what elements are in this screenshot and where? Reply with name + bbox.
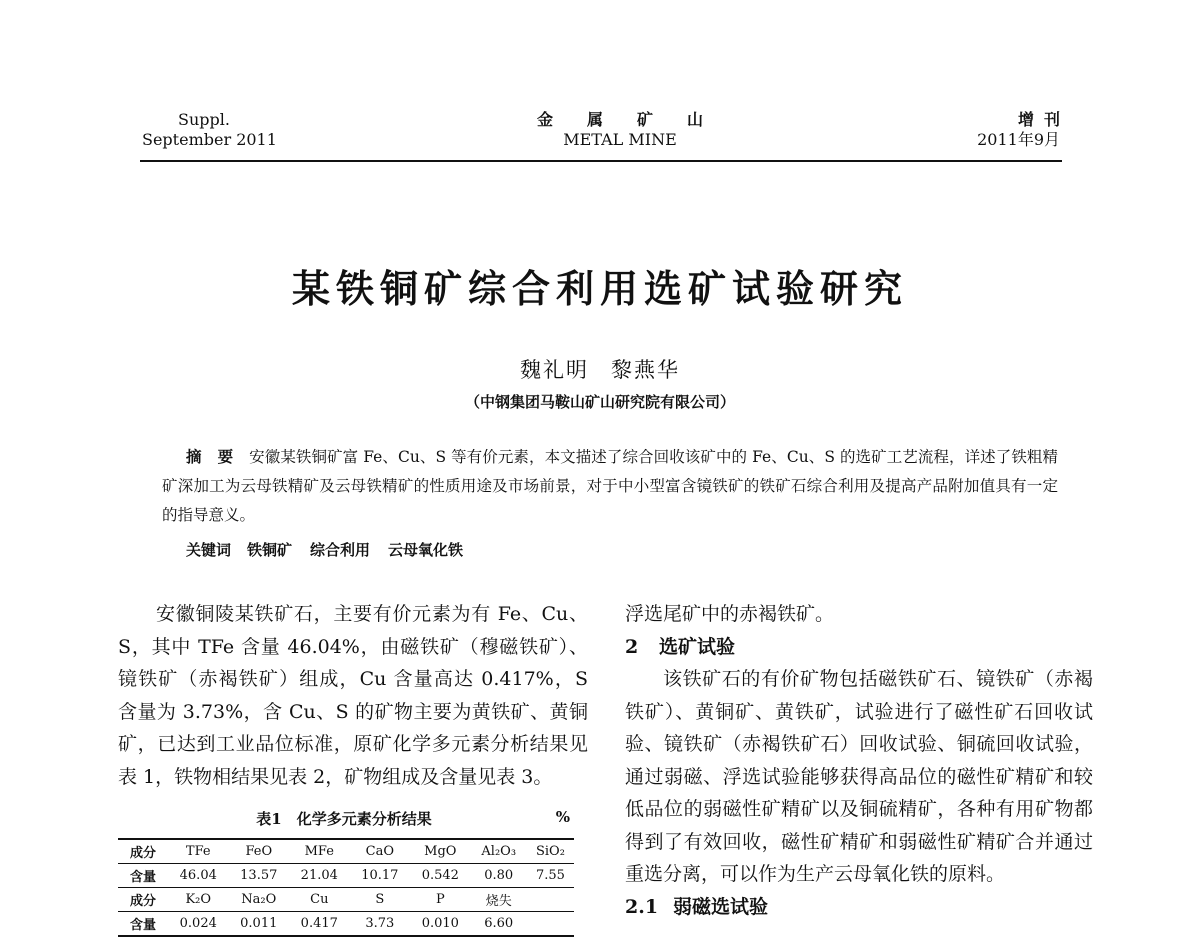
table-cell: 烧失 <box>471 888 527 912</box>
journal-issue-date-cn: 2011年9月 <box>977 130 1060 149</box>
keywords-label: 关键词 <box>186 541 232 559</box>
table-cell: 0.024 <box>168 912 229 937</box>
table-row <box>118 839 574 864</box>
table-cell: MFe <box>289 839 350 864</box>
table-cell: 21.04 <box>289 864 350 888</box>
keyword: 云母氧化铁 <box>388 541 464 559</box>
table-cell: 0.417 <box>289 912 350 937</box>
table-cell: CaO <box>350 839 411 864</box>
header-left <box>142 110 342 150</box>
table1-unit: % <box>555 808 570 826</box>
subsection-heading <box>625 891 1093 924</box>
author: 黎燕华 <box>611 358 680 382</box>
table-cell: 3.73 <box>350 912 411 937</box>
journal-issue-date-en: September 2011 <box>142 130 277 149</box>
journal-name-cn: 金属矿山 <box>536 110 737 129</box>
table-cell: 7.55 <box>527 864 574 888</box>
table-cell: MgO <box>410 839 471 864</box>
table-cell: TFe <box>168 839 229 864</box>
table-cell: P <box>410 888 471 912</box>
section-title: 选矿试验 <box>659 635 736 658</box>
subsection-number: 2.1 <box>625 895 659 918</box>
table-cell: FeO <box>229 839 290 864</box>
keywords <box>186 539 481 560</box>
right-column <box>625 598 1093 923</box>
abstract <box>162 442 1058 530</box>
paper-title: 某铁铜矿综合利用选矿试验研究 <box>291 266 908 311</box>
abstract-label: 摘要 <box>186 447 250 466</box>
table1-caption <box>118 808 570 829</box>
header-rule <box>140 160 1062 162</box>
table-cell: Cu <box>289 888 350 912</box>
table1-title: 表1 化学多元素分析结果 <box>256 810 432 828</box>
table-cell: Na₂O <box>229 888 290 912</box>
table-cell: 含量 <box>118 864 168 888</box>
table-cell: 46.04 <box>168 864 229 888</box>
table-cell: 0.011 <box>229 912 290 937</box>
keyword: 综合利用 <box>310 541 371 559</box>
section-number: 2 <box>625 635 639 658</box>
keyword: 铁铜矿 <box>247 541 293 559</box>
table-cell <box>527 912 574 937</box>
continued-text: 浮选尾矿中的赤褐铁矿。 <box>625 603 835 625</box>
table-cell: SiO₂ <box>527 839 574 864</box>
table-cell: 成分 <box>118 888 168 912</box>
table-cell: 10.17 <box>350 864 411 888</box>
header-center <box>470 110 770 150</box>
abstract-text: 安徽某铁铜矿富 Fe、Cu、S 等有价元素，本文描述了综合回收该矿中的 Fe、Cu、S 的选矿工艺流程，详述了铁粗精矿深加工为云母铁精矿及云母铁精矿的性质用途及市场前景，对于中小型富含镜铁矿的铁矿石综合利用及提高产品附加值具有一定的指导意义。 <box>162 448 1058 524</box>
left-column <box>118 598 588 793</box>
table-cell: 0.010 <box>410 912 471 937</box>
header-right <box>860 110 1070 150</box>
table-cell: 0.542 <box>410 864 471 888</box>
affiliation: （中钢集团马鞍山矿山研究院有限公司） <box>464 393 735 411</box>
table-cell <box>527 888 574 912</box>
table-cell: 含量 <box>118 912 168 937</box>
journal-suppl-cn: 增刊 <box>1017 110 1070 129</box>
journal-suppl: Suppl. <box>178 110 230 129</box>
table-cell: 0.80 <box>471 864 527 888</box>
table-cell: Al₂O₃ <box>471 839 527 864</box>
journal-name-en: METAL MINE <box>563 130 677 149</box>
table-cell: 6.60 <box>471 912 527 937</box>
section-paragraph: 该铁矿石的有价矿物包括磁铁矿石、镜铁矿（赤褐铁矿）、黄铜矿、黄铁矿，试验进行了磁性矿石回收试验、镜铁矿（赤褐铁矿石）回收试验、铜硫回收试验，通过弱磁、浮选试验能够获得高品位的磁性矿精矿和较低品位的弱磁性矿精矿以及铜硫精矿，各种有用矿物都得到了有效回收，磁性矿精矿和弱磁性矿精矿合并通过重选分离，可以作为生产云母氧化铁的原料。 <box>625 668 1093 885</box>
author: 魏礼明 <box>520 358 589 382</box>
table-cell: S <box>350 888 411 912</box>
table-row <box>118 864 574 888</box>
table-cell: 成分 <box>118 839 168 864</box>
table-cell: K₂O <box>168 888 229 912</box>
table-row <box>118 912 574 937</box>
section-heading <box>625 631 1093 664</box>
intro-paragraph: 安徽铜陵某铁矿石，主要有价元素为有 Fe、Cu、S，其中 TFe 含量 46.04%，由磁铁矿（穆磁铁矿）、镜铁矿（赤褐铁矿）组成，Cu 含量高达 0.417%，S 含量为 3.73%，含 Cu、S 的矿物主要为黄铁矿、黄铜矿，已达到工业品位标准，原矿化学多元素分析结果见表 1，铁物相结果见表 2，矿物组成及含量见表 3。 <box>118 603 588 788</box>
subsection-title: 弱磁选试验 <box>673 895 769 918</box>
table1 <box>118 838 574 937</box>
table-cell: 13.57 <box>229 864 290 888</box>
authors <box>0 354 1200 384</box>
table-row <box>118 888 574 912</box>
